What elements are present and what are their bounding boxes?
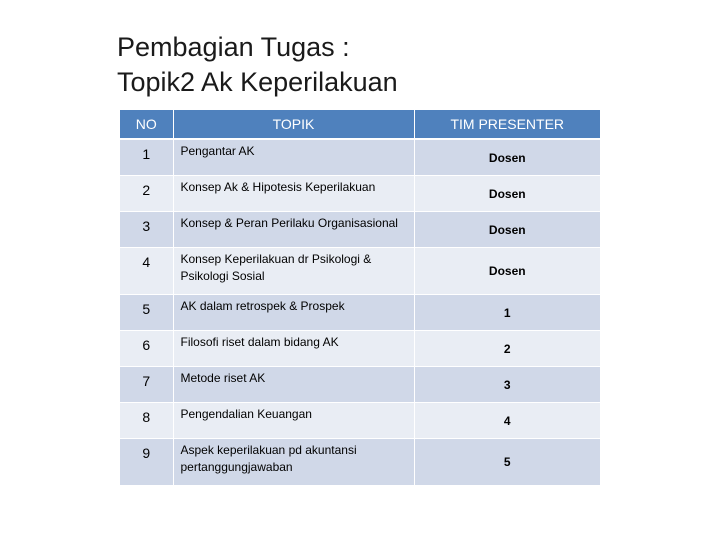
row-no: 1: [120, 139, 173, 176]
row-topik: Pengendalian Keuangan: [173, 403, 414, 439]
row-topik: Konsep Ak & Hipotesis Keperilakuan: [173, 176, 414, 212]
table-row: [120, 248, 600, 295]
row-topik: Metode riset AK: [173, 367, 414, 403]
row-tim: Dosen: [414, 248, 600, 295]
table-row: [120, 176, 600, 212]
row-topik: Konsep Keperilakuan dr Psikologi & Psikologi Sosial: [173, 248, 414, 295]
table-row: [120, 139, 600, 176]
row-no: 6: [120, 331, 173, 367]
row-no: 2: [120, 176, 173, 212]
row-no: 9: [120, 439, 173, 486]
row-no: 4: [120, 248, 173, 295]
row-no: 7: [120, 367, 173, 403]
row-tim: 3: [414, 367, 600, 403]
row-tim: 1: [414, 295, 600, 331]
header-tim-presenter: TIM PRESENTER: [414, 110, 600, 139]
header-no: NO: [120, 110, 173, 139]
header-topik: TOPIK: [173, 110, 414, 139]
table-header-row: [120, 110, 600, 139]
row-tim: 5: [414, 439, 600, 486]
row-topik: AK dalam retrospek & Prospek: [173, 295, 414, 331]
task-table: [120, 110, 600, 486]
row-tim: Dosen: [414, 139, 600, 176]
row-topik: Pengantar AK: [173, 139, 414, 176]
table-row: [120, 331, 600, 367]
row-topik: Aspek keperilakuan pd akuntansi pertanggungjawaban: [173, 439, 414, 486]
slide-title: [117, 30, 617, 100]
row-no: 8: [120, 403, 173, 439]
table-row: [120, 403, 600, 439]
row-tim: Dosen: [414, 212, 600, 248]
table-row: [120, 439, 600, 486]
row-no: 5: [120, 295, 173, 331]
row-tim: 4: [414, 403, 600, 439]
row-tim: Dosen: [414, 176, 600, 212]
slide-title-line-1: Pembagian Tugas :: [117, 32, 350, 62]
slide-title-line-2: Topik2 Ak Keperilakuan: [117, 67, 398, 97]
row-topik: Filosofi riset dalam bidang AK: [173, 331, 414, 367]
row-tim: 2: [414, 331, 600, 367]
table-row: [120, 295, 600, 331]
table-row: [120, 367, 600, 403]
row-topik: Konsep & Peran Perilaku Organisasional: [173, 212, 414, 248]
row-no: 3: [120, 212, 173, 248]
table-row: [120, 212, 600, 248]
